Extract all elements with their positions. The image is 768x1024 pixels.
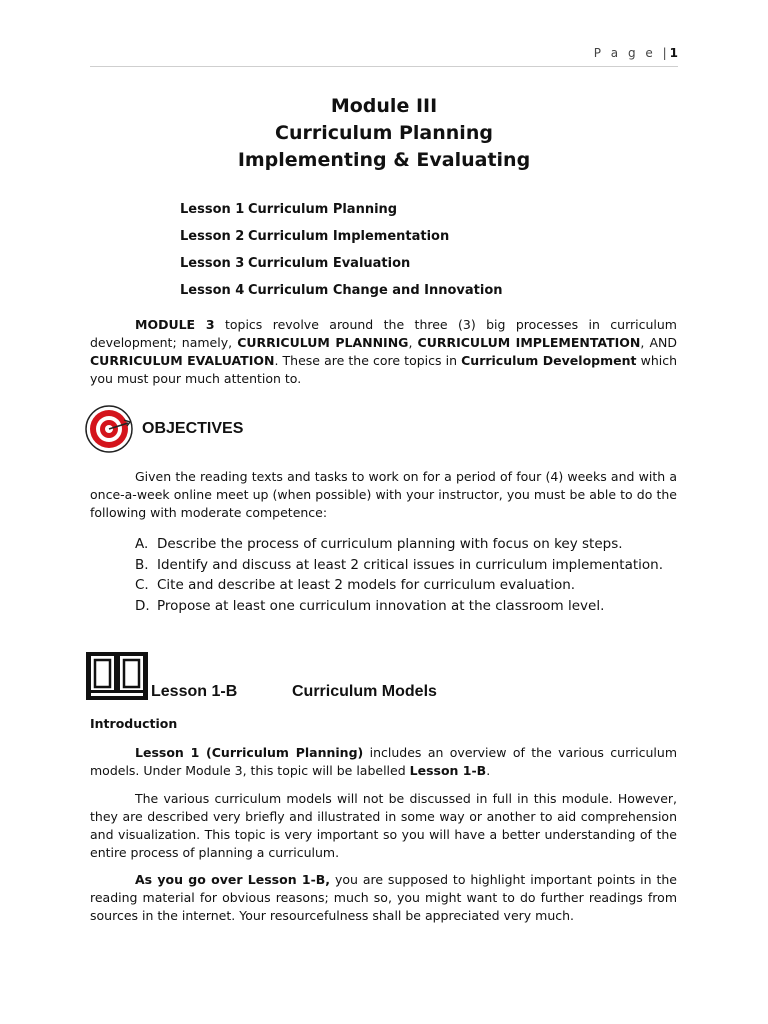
lesson-title: Curriculum Planning (248, 202, 398, 217)
objective-item: B. Identify and discuss at least 2 critical issues in curriculum implementation. (135, 556, 663, 573)
page-label: P a g e (593, 46, 656, 60)
objectives-list (135, 534, 663, 616)
lesson-number: Lesson 2 (180, 229, 245, 244)
lesson-paragraph-1: Lesson 1 (Curriculum Planning) includes an overview of the various curriculum models. Under Module 3, this topic will be labelled Lesson 1-B. (90, 745, 677, 778)
module-title (0, 93, 768, 174)
objective-item: A. Describe the process of curriculum planning with focus on key steps. (135, 536, 623, 552)
lesson-item (180, 200, 503, 227)
lesson-paragraph-3: As you go over Lesson 1-B, you are supposed to highlight important points in the reading material for obvious reasons; much so, you might want to do further readings from sources in the internet. Your resourcefulness shall be appreciated very much. (90, 872, 677, 923)
module-title-line2: Curriculum Planning (275, 122, 493, 144)
page-number: 1 (669, 46, 678, 60)
lesson-title: Curriculum Implementation (248, 229, 450, 244)
lesson-item (180, 281, 503, 308)
lesson-item (180, 227, 503, 254)
lesson-item (180, 254, 503, 281)
objective-item: C. Cite and describe at least 2 models for curriculum evaluation. (135, 577, 576, 593)
module-title-line1: Module III (330, 95, 438, 117)
module-title-line3: Implementing & Evaluating (237, 149, 531, 171)
lesson-name: Curriculum Models (292, 683, 437, 700)
lesson-list (180, 200, 503, 308)
lesson-number: Lesson 3 (180, 256, 245, 271)
lesson-number: Lesson 4 (180, 283, 245, 298)
lesson-number: Lesson 1 (180, 202, 245, 217)
module-intro-paragraph: MODULE 3 topics revolve around the three (3) big processes in curriculum development; namely, CURRICULUM PLANNING, CURRICULUM IMPLEMENTATION, AND CURRICULUM EVALUATION. These are the core topics in Curriculum Development which you must pour much attention to. (90, 317, 678, 386)
lesson-paragraph-2: The various curriculum models will not be discussed in full in this module. However, they are described very briefly and illustrated in some way or another to aid comprehension and visualization. This topic is very important so you will have a better understanding of the entire process of planning a curriculum. (90, 791, 677, 860)
page-separator: | (662, 46, 670, 60)
objective-item: D. Propose at least one curriculum innovation at the classroom level. (135, 597, 605, 614)
lesson-section-header (84, 650, 484, 704)
objectives-intro: Given the reading texts and tasks to work on for a period of four (4) weeks and with a once-a-week online meet up (when possible) with your instructor, you must be able to do the following with moderate competence: (90, 469, 677, 520)
target-icon (84, 404, 134, 454)
introduction-label: Introduction (90, 716, 178, 731)
lesson-title: Curriculum Change and Innovation (248, 283, 503, 298)
page-header (90, 46, 678, 67)
lesson-title: Curriculum Evaluation (248, 256, 411, 271)
objectives-heading: OBJECTIVES (142, 420, 244, 437)
book-icon (84, 650, 150, 702)
lesson-code: Lesson 1-B (151, 683, 238, 700)
